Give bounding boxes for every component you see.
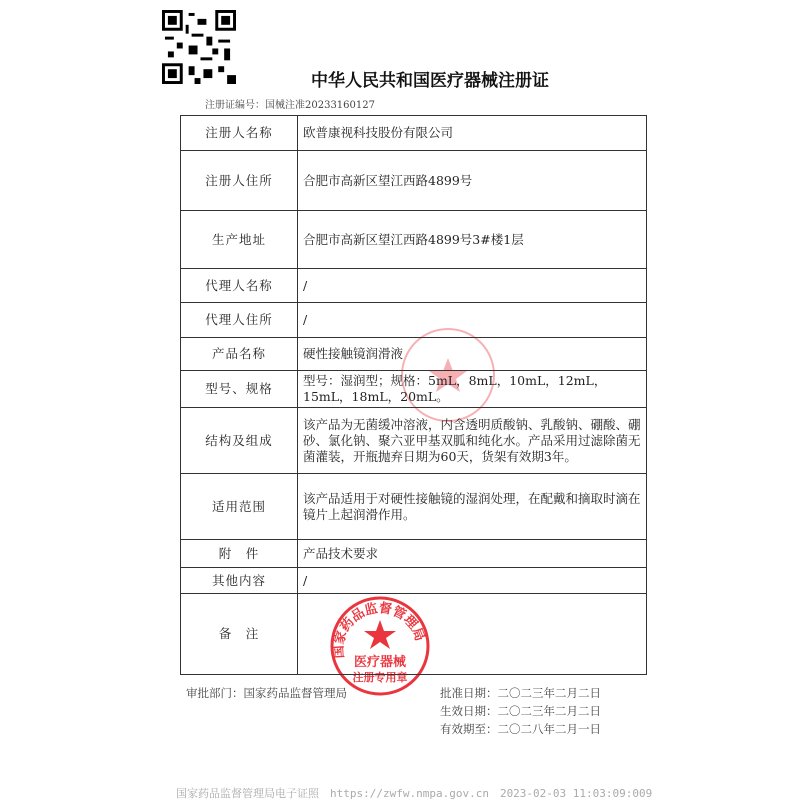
- e-license-watermark: 国家药品监督管理局电子证照 https://zwfw.nmpa.gov.cn 2023-02-03 11:03:09:009: [176, 787, 653, 800]
- table-row: [181, 338, 647, 371]
- row-value: 型号：湿润型；规格：5mL，8mL，10mL，12mL，15mL，18mL，20mL。: [298, 371, 647, 408]
- effective-date: 生效日期：二〇二三年二月二日: [440, 704, 601, 718]
- table-row: [181, 408, 647, 474]
- certificate-number: 注册证编号：国械注准20233160127: [205, 100, 375, 111]
- row-label: 代理人名称: [181, 269, 298, 303]
- table-row: [181, 116, 647, 151]
- table-row: [181, 474, 647, 540]
- row-label: 型号、规格: [181, 371, 298, 408]
- row-label: 注册人名称: [181, 116, 298, 151]
- table-row: [181, 594, 647, 675]
- row-label: 备 注: [181, 594, 298, 675]
- document-title: 中华人民共和国医疗器械注册证: [311, 71, 549, 91]
- approval-department: 审批部门：国家药品监督管理局: [186, 686, 347, 700]
- row-value: /: [298, 269, 647, 303]
- expiry-date: 有效期至：二〇二八年二月一日: [440, 722, 601, 736]
- row-label: 附 件: [181, 540, 298, 568]
- table-row: [181, 151, 647, 211]
- row-label: 注册人住所: [181, 151, 298, 211]
- seal-line2: 注册专用章: [352, 671, 408, 684]
- row-label: 结构及组成: [181, 408, 298, 474]
- table-row: [181, 269, 647, 303]
- approval-date: 批准日期：二〇二三年二月二日: [440, 686, 601, 700]
- row-value: 产品技术要求: [298, 540, 647, 568]
- row-value: /: [298, 568, 647, 594]
- row-value: 合肥市高新区望江西路4899号: [298, 151, 647, 211]
- seal-line1: 医疗器械: [353, 655, 407, 670]
- row-value: 欧普康视科技股份有限公司: [298, 116, 647, 151]
- row-label: 产品名称: [181, 338, 298, 371]
- table-row: [181, 211, 647, 269]
- table-row: [181, 371, 647, 408]
- row-value: 该产品为无菌缓冲溶液，内含透明质酸钠、乳酸钠、硼酸、硼砂、氯化钠、聚六亚甲基双胍和纯化水。产品采用过滤除菌无菌灌装，开瓶抛弃日期为60天，货架有效期3年。: [298, 408, 647, 474]
- row-label: 其他内容: [181, 568, 298, 594]
- row-label: 代理人住所: [181, 303, 298, 338]
- certificate-table: [180, 115, 647, 675]
- row-value: 该产品适用于对硬性接触镜的湿润处理，在配戴和摘取时滴在镜片上起润滑作用。: [298, 474, 647, 540]
- row-label: 适用范围: [181, 474, 298, 540]
- row-label: 生产地址: [181, 211, 298, 269]
- table-row: [181, 568, 647, 594]
- seal-outer-text: 国家药品监督管理局: [331, 601, 428, 659]
- row-value: [298, 594, 647, 675]
- row-value: 硬性接触镜润滑液: [298, 338, 647, 371]
- row-value: /: [298, 303, 647, 338]
- table-row: [181, 303, 647, 338]
- table-row: [181, 540, 647, 568]
- row-value: 合肥市高新区望江西路4899号3#楼1层: [298, 211, 647, 269]
